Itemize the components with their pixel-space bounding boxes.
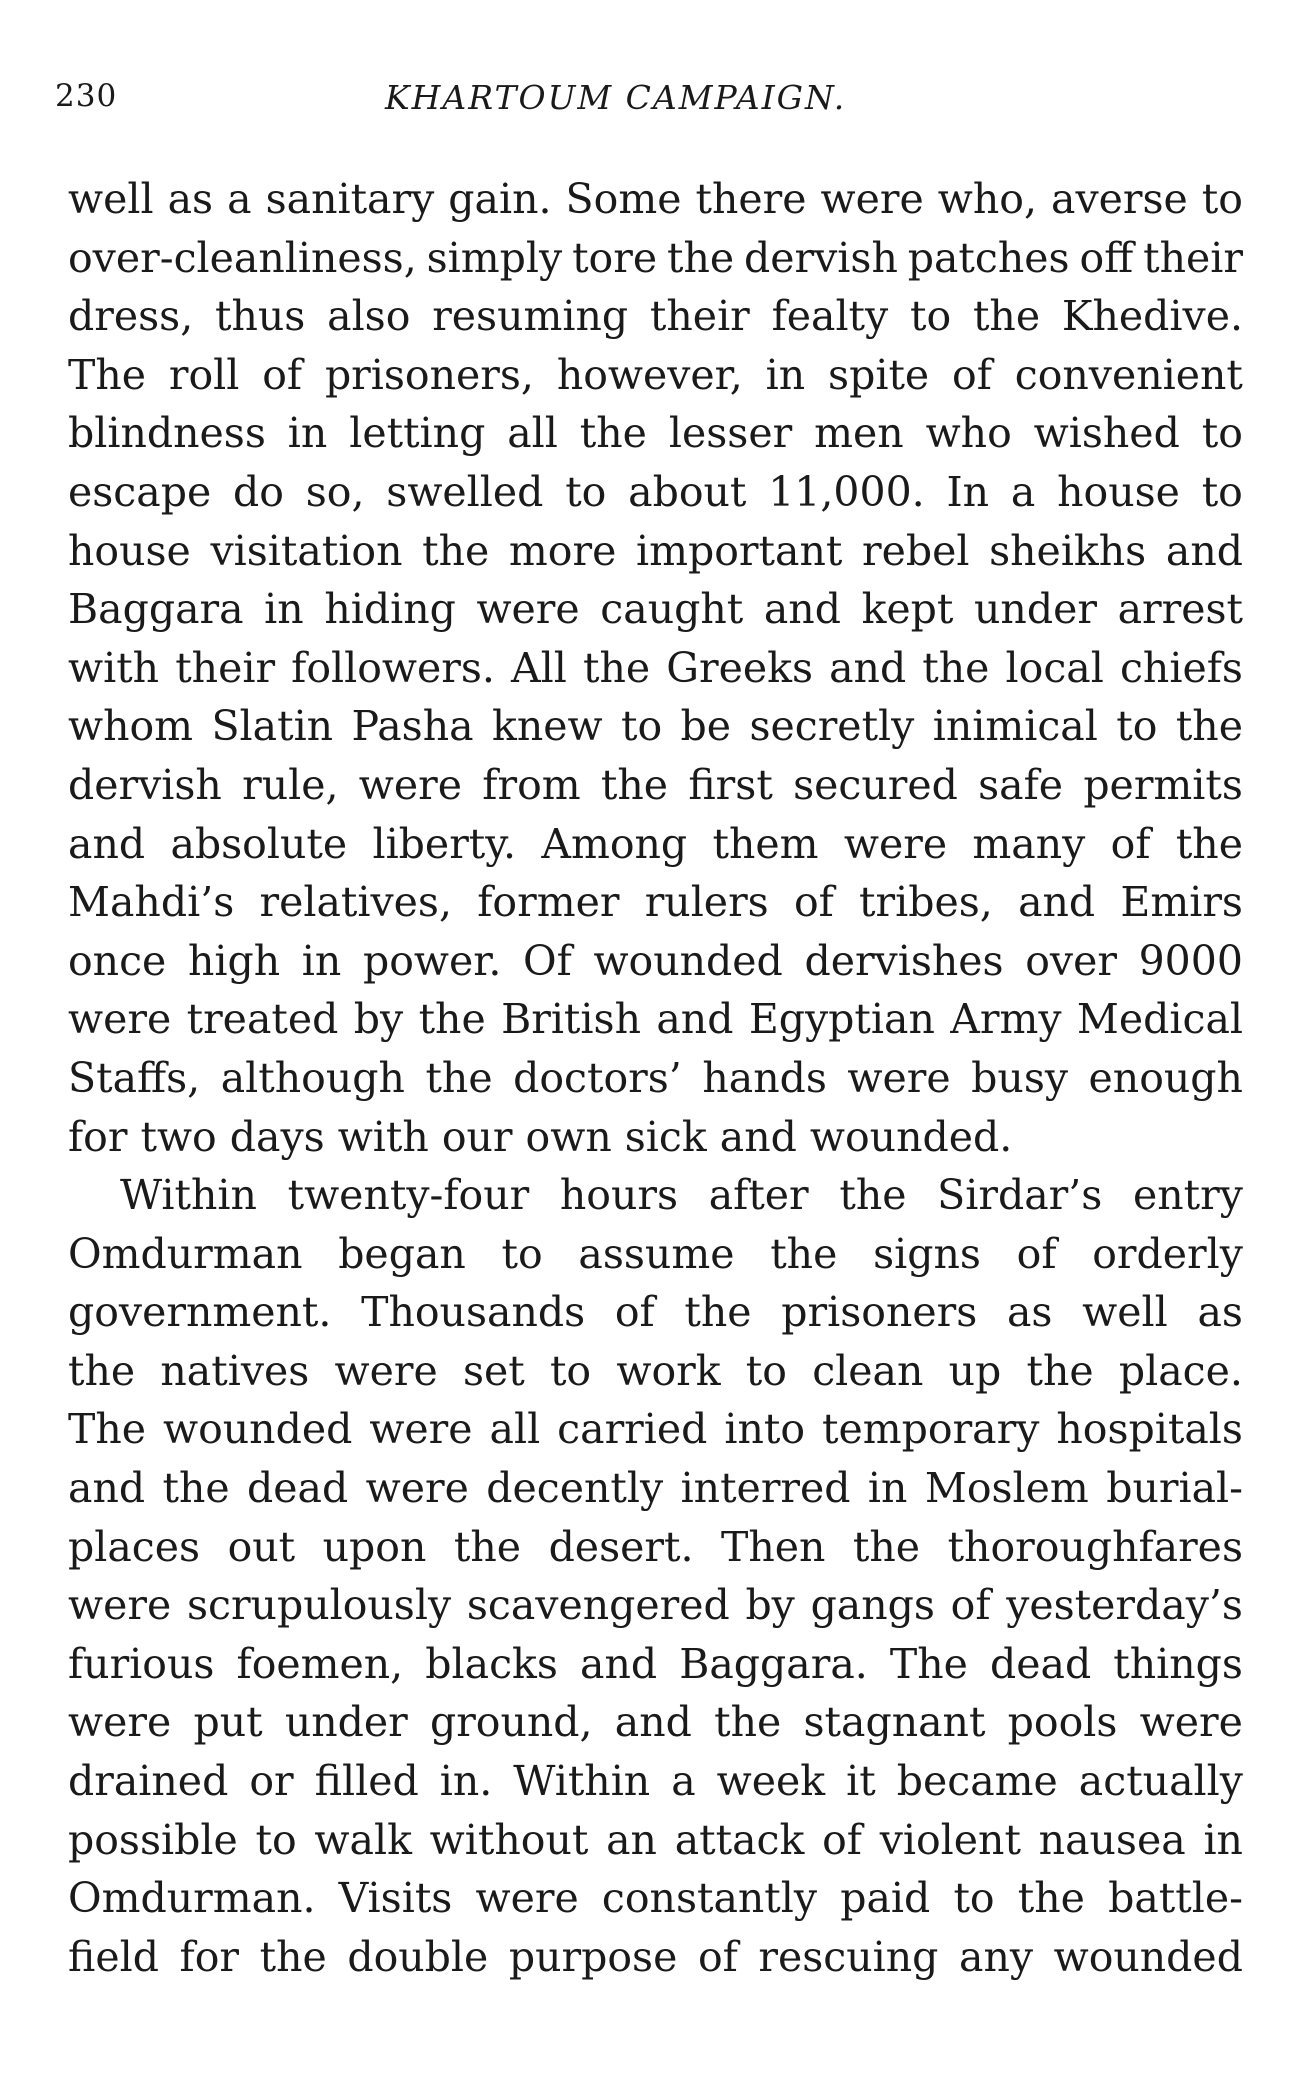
text-line: blindness in letting all the lesser men who wished to [68,409,1243,458]
text-line: The roll of prisoners, however, in spite of convenient [68,350,1243,399]
text-line: were put under ground, and the stagnant pools were [68,1698,1243,1747]
page-header [0,78,1302,128]
text-line: escape do so, swelled to about 11,000. In a house to [68,467,1243,516]
text-line: the natives were set to work to clean up the place. [68,1346,1243,1395]
text-line: places out upon the desert. Then the thoroughfares [68,1522,1243,1571]
text-line: over-cleanliness, simply tore the dervish patches off their [68,233,1243,282]
text-line: furious foemen, blacks and Baggara. The dead things [68,1639,1243,1688]
text-line: Baggara in hiding were caught and kept under arrest [68,585,1243,634]
text-line: drained or filled in. Within a week it became actually [68,1757,1243,1806]
text-line: The wounded were all carried into temporary hospitals [68,1405,1243,1454]
text-line: Omdurman. Visits were constantly paid to the battle- [68,1874,1243,1923]
running-head: KHARTOUM CAMPAIGN. [385,78,847,117]
text-line: and absolute liberty. Among them were many of the [68,819,1243,868]
text-line: were treated by the British and Egyptian Army Medical [68,995,1243,1044]
text-line: and the dead were decently interred in Moslem burial- [68,1464,1243,1513]
text-line: were scrupulously scavengered by gangs of yesterday’s [68,1581,1243,1630]
text-line: Mahdi’s relatives, former rulers of tribes, and Emirs [68,878,1243,927]
text-line: possible to walk without an attack of violent nausea in [68,1815,1243,1864]
text-line: Within twenty-four hours after the Sirdar’s entry [120,1171,1243,1220]
page-number: 230 [55,78,118,114]
text-line: whom Slatin Pasha knew to be secretly inimical to the [68,702,1243,751]
text-line: government. Thousands of the prisoners as well as [68,1288,1243,1337]
text-line: Staffs, although the doctors’ hands were busy enough [68,1053,1243,1102]
text-line: with their followers. All the Greeks and the local chiefs [68,643,1243,692]
text-line: once high in power. Of wounded dervishes over 9000 [68,936,1243,985]
text-line: dress, thus also resuming their fealty to the Khedive. [68,292,1243,341]
text-line: house visitation the more important rebel sheikhs and [68,526,1243,575]
text-line: Omdurman began to assume the signs of orderly [68,1229,1243,1278]
body-text [68,170,1243,1986]
text-line: for two days with our own sick and wounded. [68,1112,1013,1161]
text-line: well as a sanitary gain. Some there were who, averse to [68,175,1243,223]
text-line: dervish rule, were from the first secured safe permits [68,760,1243,809]
text-line: field for the double purpose of rescuing any wounded [68,1932,1243,1981]
